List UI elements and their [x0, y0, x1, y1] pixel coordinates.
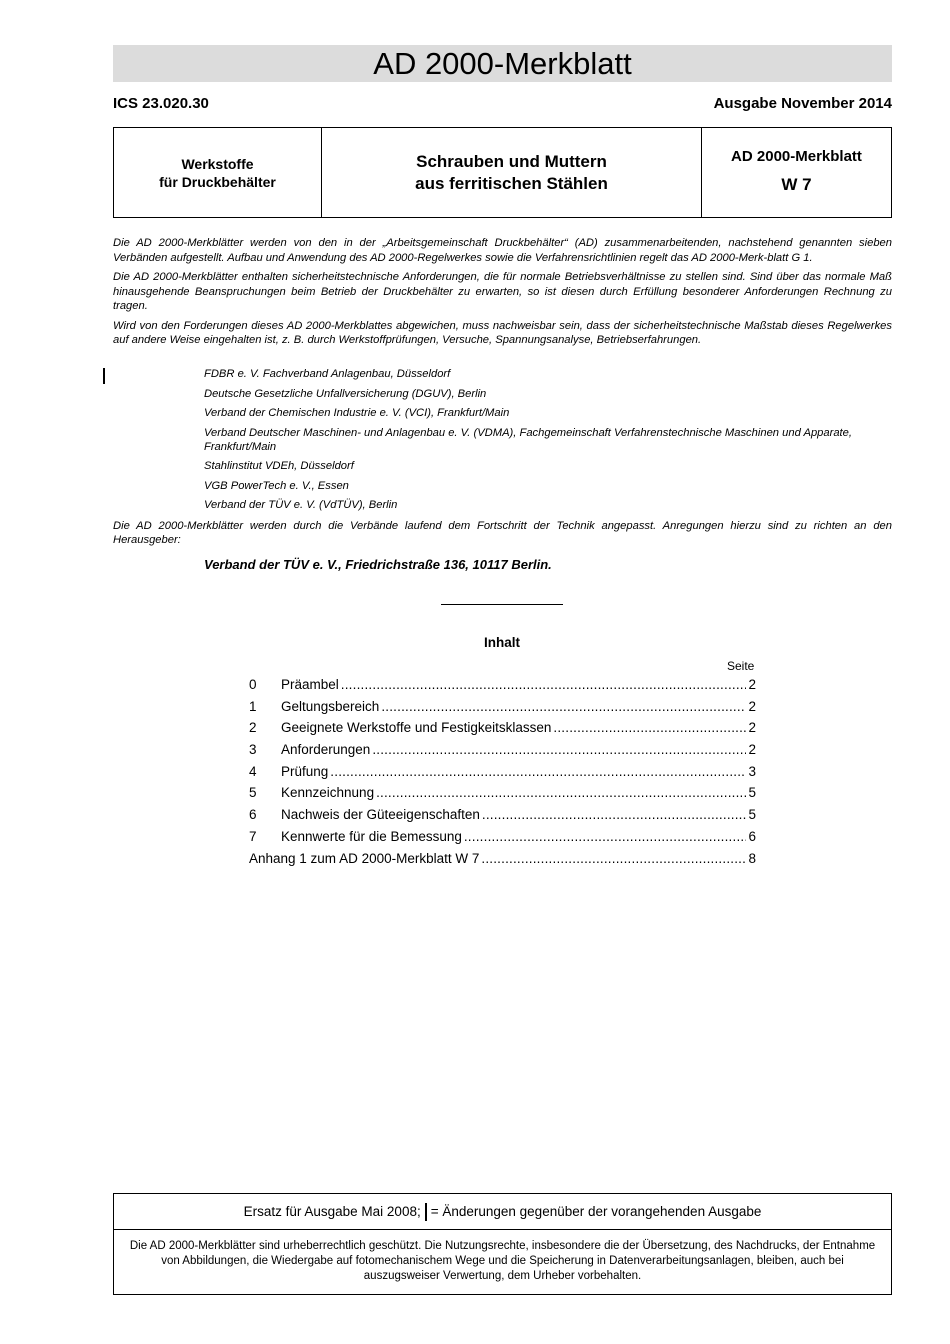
toc-entry-page: 2	[748, 677, 756, 692]
toc-entry-title: Kennzeichnung	[281, 785, 375, 801]
intro-paragraph-3: Wird von den Forderungen dieses AD 2000-Merkblattes abgewichen, muss nachweisbar sein, dass der sicherheitstechnische Maßstab dieses Regelwerkes auf andere Weise eingehalten ist, z. B. durch Werkstoffprüfungen, Versuche, Spannungsanalyse, Betriebserfahrungen.	[113, 319, 892, 346]
toc-heading: Inhalt	[484, 635, 520, 650]
toc-leader-dots	[381, 699, 746, 714]
toc-entry-title: Prüfung	[281, 763, 329, 779]
toc-entry-page: 2	[748, 742, 756, 758]
association-item: VGB PowerTech e. V., Essen	[204, 479, 349, 492]
toc-entry[interactable]	[249, 807, 756, 829]
toc-leader-dots	[481, 851, 746, 866]
toc-entry[interactable]	[249, 764, 756, 786]
subject-cell	[322, 128, 702, 217]
toc-leader-dots	[376, 785, 746, 800]
toc-leader-dots	[553, 720, 746, 735]
toc-entry[interactable]	[249, 829, 756, 851]
toc-entry-title: Anforderungen	[281, 742, 371, 758]
toc-entry-page: 3	[748, 763, 756, 779]
association-item: Stahlinstitut VDEh, Düsseldorf	[204, 460, 354, 472]
subject-line-2: aus ferritischen Stählen	[415, 173, 608, 193]
ics-code: ICS 23.020.30	[113, 95, 209, 112]
intro-paragraph-2: Die AD 2000-Merkblätter enthalten sicherheitstechnische Anforderungen, die für normale Betriebsverhältnisse zu stellen sind. Sind über das normale Maß hinausgehende Beanspruchungen beim Betrieb der Druckbehälter zu erwarten, so ist diesen durch Erfüllung besonderer Anforderungen Rechnung zu tragen.	[113, 271, 892, 312]
toc-entry-number: 2	[249, 720, 257, 736]
toc-entry[interactable]	[249, 699, 756, 721]
toc-entry-number: 1	[249, 698, 257, 714]
replacement-edition: Ersatz für Ausgabe Mai 2008;	[243, 1204, 421, 1219]
toc-entry-number: 6	[249, 807, 257, 823]
toc-leader-dots	[482, 807, 747, 822]
category-cell	[114, 128, 322, 217]
series-label: AD 2000-Merkblatt	[731, 148, 862, 165]
association-item: Verband der TÜV e. V. (VdTÜV), Berlin	[204, 499, 398, 511]
toc-entry-page: 2	[748, 698, 756, 714]
sheet-id-cell	[702, 128, 891, 217]
replacement-note	[114, 1194, 891, 1230]
toc-leader-dots	[330, 764, 746, 779]
toc-entry-number: 5	[249, 785, 257, 801]
association-item: Verband der Chemischen Industrie e. V. (VCI), Frankfurt/Main	[204, 407, 510, 419]
toc-entry-title: Geltungsbereich	[281, 698, 380, 714]
update-note: Die AD 2000-Merkblätter werden durch die Verbände laufend dem Fortschritt der Technik angepasst. Anregungen hierzu sind zu richten an den Herausgeber:	[113, 520, 892, 546]
change-legend-text: = Änderungen gegenüber der vorangehenden Ausgabe	[430, 1204, 762, 1219]
toc-entry-number: 7	[249, 828, 257, 844]
category-line-1: Werkstoffe	[181, 155, 254, 172]
toc-entry[interactable]	[249, 785, 756, 807]
toc-entry[interactable]	[249, 677, 756, 699]
toc-entry[interactable]	[249, 720, 756, 742]
change-bar-legend	[425, 1203, 427, 1221]
document-title: AD 2000-Merkblatt	[113, 45, 892, 82]
header-table	[113, 127, 892, 218]
toc-page-label: Seite	[727, 659, 755, 673]
toc-entry[interactable]	[249, 742, 756, 764]
association-item: FDBR e. V. Fachverband Anlagenbau, Düsseldorf	[204, 368, 451, 380]
toc-entry-page: 2	[748, 720, 756, 736]
toc-leader-dots	[464, 829, 747, 844]
toc-entry-title: Geeignete Werkstoffe und Festigkeitsklassen	[281, 720, 552, 736]
footer-box	[113, 1193, 892, 1295]
table-of-contents	[249, 677, 756, 872]
toc-entry-title: Präambel	[281, 677, 339, 692]
sheet-number: W 7	[781, 175, 812, 194]
intro-paragraph-1: Die AD 2000-Merkblätter werden von den in der „Arbeitsgemeinschaft Druckbehälter“ (AD) zusammenarbeitenden, nachstehend genannten sieben Verbänden aufgestellt. Aufbau und Anwendung des AD 2000-Regelwerkes sowie die Verfahrensrichtlinien regelt das AD 2000-Merk-blatt G 1.	[113, 237, 892, 264]
toc-annex-entry[interactable]	[249, 851, 756, 873]
toc-leader-dots	[372, 742, 746, 757]
change-marker	[103, 368, 105, 384]
section-divider	[441, 604, 563, 605]
publisher-address: Verband der TÜV e. V., Friedrichstraße 136, 10117 Berlin.	[204, 557, 552, 572]
copyright-notice: Die AD 2000-Merkblätter sind urheberrechtlich geschützt. Die Nutzungsrechte, insbesondere die der Übersetzung, des Nachdrucks, der Entnahme von Abbildungen, die Wiedergabe auf fotomechanischem Wege und die Speicherung in Datenverarbeitungsanlagen, bleiben, auch bei auszugsweiser Verwertung, dem Urheber vorbehalten.	[129, 1240, 876, 1282]
toc-annex-page: 8	[748, 850, 756, 866]
category-line-2: für Druckbehälter	[159, 173, 276, 190]
association-list	[204, 367, 864, 518]
association-item: Deutsche Gesetzliche Unfallversicherung (DGUV), Berlin	[204, 387, 487, 400]
association-item: Verband Deutscher Maschinen- und Anlagenbau e. V. (VDMA), Fachgemeinschaft Verfahrenstechnische Maschinen und Apparate, Frankfurt/Main	[204, 426, 852, 453]
toc-entry-number: 0	[249, 677, 257, 692]
toc-entry-title: Kennwerte für die Bemessung	[281, 828, 462, 844]
toc-entry-page: 5	[748, 807, 756, 823]
subject-line-1: Schrauben und Muttern	[416, 151, 607, 171]
toc-entry-page: 6	[748, 828, 756, 844]
toc-leader-dots	[341, 677, 747, 692]
edition-date: Ausgabe November 2014	[713, 95, 892, 112]
toc-annex-title: Anhang 1 zum AD 2000-Merkblatt W 7	[249, 850, 480, 866]
toc-entry-title: Nachweis der Güteeigenschaften	[281, 807, 480, 823]
toc-entry-page: 5	[748, 785, 756, 801]
toc-entry-number: 4	[249, 763, 257, 779]
intro-text	[113, 236, 892, 353]
toc-entry-number: 3	[249, 742, 257, 758]
